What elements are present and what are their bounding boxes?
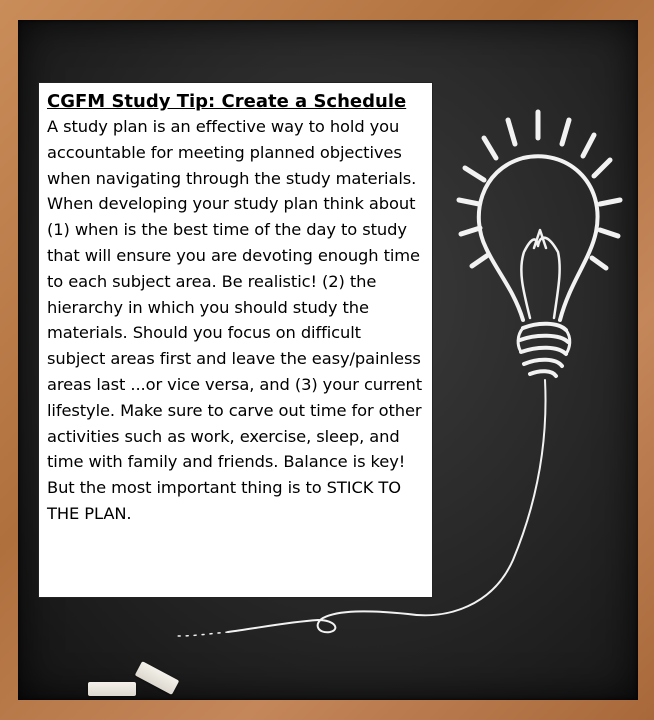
note-title: CGFM Study Tip: Create a Schedule: [47, 91, 407, 112]
chalk-icon: [88, 682, 136, 696]
chalkboard: [18, 20, 638, 700]
note-body: A study plan is an effective way to hold you accountable for meeting planned objectives when navigating through the study materials. When developing your study plan think about (1) when is the best time of the day to study that will ensure you are devoting enough time to each subject area. Be realistic! (2) the hierarchy in which you should study the materials. Should you focus on difficult subject areas first and leave the easy/painless areas last ...or vice versa, and (3) your current lifestyle. Make sure to carve out time for other activities such as work, exercise, sleep, and time with family and friends. Balance is key! But the most important thing is to STICK TO THE PLAN.: [47, 117, 422, 523]
study-tip-note: [38, 82, 433, 598]
